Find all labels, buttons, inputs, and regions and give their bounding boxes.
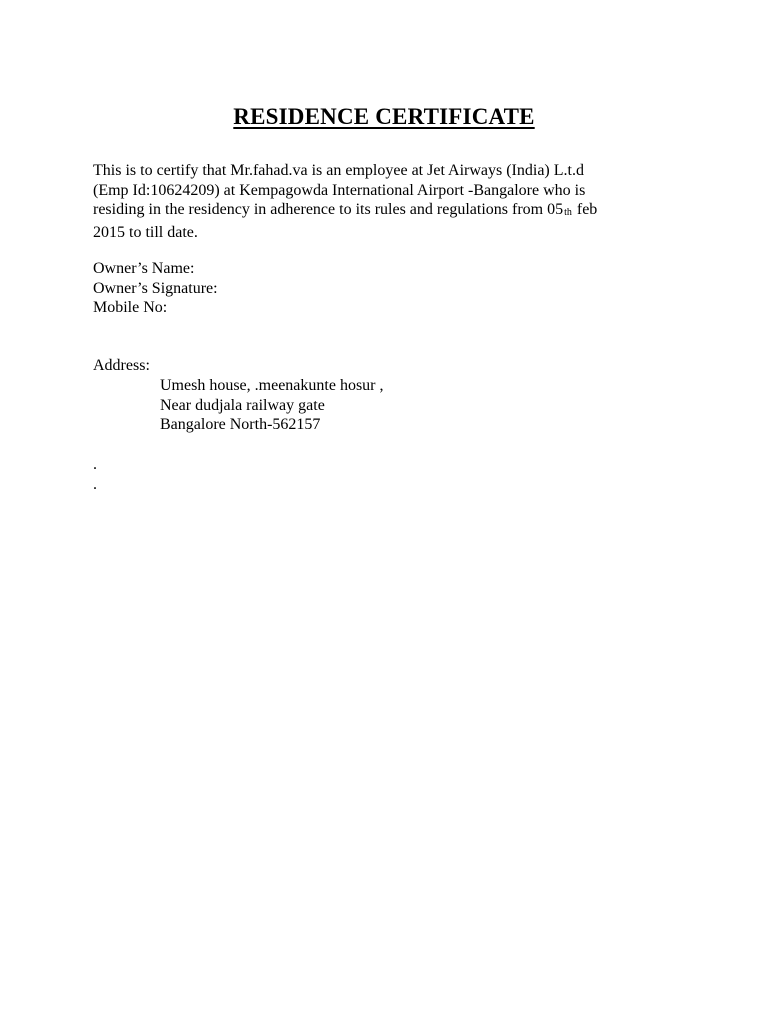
- certificate-body: [93, 161, 693, 242]
- trailing-dots: [93, 455, 97, 494]
- owner-signature-label: Owner’s Signature:: [93, 279, 218, 297]
- mobile-label: Mobile No:: [93, 299, 168, 316]
- address-line-1: Umesh house, .meenakunte hosur ,: [160, 377, 384, 394]
- body-line-3-text: residing in the residency in adherence to its rules and regulations from 05: [93, 201, 564, 218]
- address-line-2: Near dudjala railway gate: [160, 396, 325, 414]
- address-line-3: Bangalore North-562157: [160, 416, 321, 433]
- address-label: Address:: [93, 357, 150, 374]
- body-line-2: (Emp Id:10624209) at Kempagowda International Airport -Bangalore who is: [93, 181, 586, 199]
- document-title: RESIDENCE CERTIFICATE: [233, 104, 535, 129]
- trailing-dot-1: .: [93, 456, 97, 473]
- owner-fields: [93, 259, 218, 318]
- ordinal-suffix: th: [564, 207, 572, 218]
- trailing-dot-2: .: [93, 475, 97, 493]
- body-line-4: 2015 to till date.: [93, 223, 198, 241]
- address-block: [160, 376, 384, 435]
- body-line-3: [93, 200, 693, 223]
- owner-name-label: Owner’s Name:: [93, 260, 195, 277]
- body-line-1: This is to certify that Mr.fahad.va is an employee at Jet Airways (India) L.t.d: [93, 162, 584, 179]
- body-line-3-month: feb: [572, 201, 598, 218]
